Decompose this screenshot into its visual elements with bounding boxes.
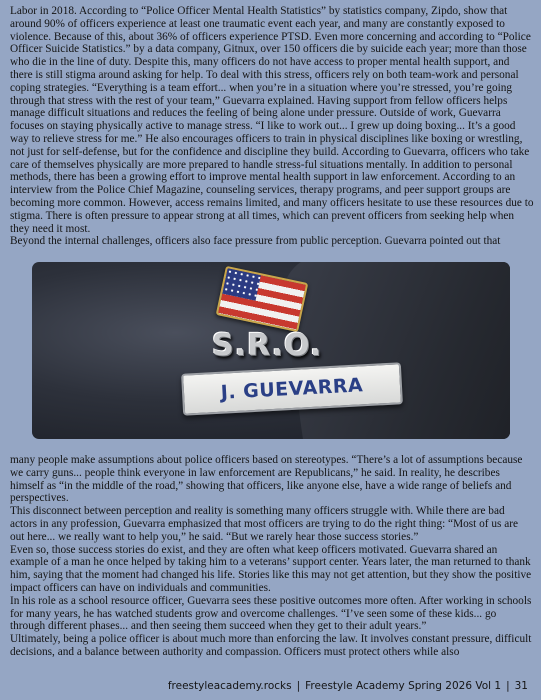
paragraph: Ultimately, being a police officer is about much more than enforcing the law. It involves constant pressure, difficult decisions, and a balance between authority and compassion. Officers must protect others while also: [10, 633, 532, 658]
paragraph: Even so, those success stories do exist, and they are often what keep officers motivated. Guevarra shared an example of a man he once helped by taking him to a veterans’ support center. Years later, the man returned to thank him, saying that the moment had changed his life. Stories like this may not get attention, but they show the positive impact officers can have on individuals and communities.: [10, 543, 532, 594]
sro-badge: S.R.O.: [212, 328, 323, 363]
paragraph: many people make assumptions about police officers based on stereotypes. “There’s a lot of assumptions because we carry guns... people think everyone in law enforcement are Republicans,” he said. In reality, he describes himself as “in the middle of the road,” showing that officers, like anyone else, have a wide range of beliefs and perspectives.: [10, 454, 523, 505]
article-text-bottom: [10, 454, 534, 659]
paragraph: This disconnect between perception and reality is something many officers struggle with. While there are bad actors in any profession, Guevarra emphasized that most officers are trying to do the right thing: “Most of us are out here... we really want to help you,” he said. “But we rarely hear those success stories.”: [10, 505, 519, 543]
footer-issue: Freestyle Academy Spring 2026 Vol 1: [305, 680, 502, 692]
name-tag-text: J. GUEVARRA: [220, 374, 364, 404]
paragraph: Beyond the internal challenges, officers also face pressure from public perception. Guevarra pointed out that: [10, 235, 501, 248]
officer-uniform-photo: [32, 262, 510, 439]
paragraph: In his role as a school resource officer, Guevarra sees these positive outcomes more often. After working in schools for many years, he has watched students grow and overcome challenges. “I’ve seen some of these kids... go through different phases... and then seeing them succeed when they get to their adult years.”: [10, 594, 532, 633]
footer-site-link[interactable]: freestyleacademy.rocks: [167, 680, 292, 692]
page-footer: [168, 680, 528, 692]
page-number: 31: [514, 680, 528, 692]
paragraph: Labor in 2018. According to “Police Officer Mental Health Statistics” by statistics company, Zipdo, show that around 90% of officers experience at least one traumatic event each year, and many are constantly exposed to violence. Because of this, about 36% of officers experience PTSD. Even more concerning and according to “Police Officer Suicide Statistics.” by a data company, Gitnux, over 150 officers die by suicide each year; more than those who die in the line of duty. Despite this, many officers do not have access to proper mental health support, and there is still stigma around asking for help. To deal with this stress, officers rely on both team-work and personal coping strategies. “Everything is a team effort... when you’re in a situation where you’re stressed, you’re going through that stress with the rest of your team,” Guevarra explained. Having support from fellow officers helps manage difficult situations and reduces the feeling of being alone under pressure. Outside of work, Guevarra focuses on staying physically active to manage stress. “I like to work out... I grew up doing boxing... It’s a good way to relieve stress for me.” He also encourages officers to train in physical disciplines like boxing or wrestling, not just for self-defense, but for the confidence and discipline they build. According to Guevarra, officers who take care of themselves physically are more prepared to handle stress-ful situations mentally. In addition to personal methods, there has been a growing effort to improve mental health support in law enforcement. According to an interview from the Police Chief Magazine, counseling services, therapy programs, and peer support groups are becoming more common. However, access remains limited, and many officers hesitate to use these resources due to stigma. There is often pressure to appear strong at all times, which can prevent officers from seeking help when they need it most.: [10, 5, 534, 235]
article-text-top: [10, 5, 534, 248]
footer-separator: |: [506, 680, 510, 692]
footer-separator: |: [296, 680, 301, 692]
